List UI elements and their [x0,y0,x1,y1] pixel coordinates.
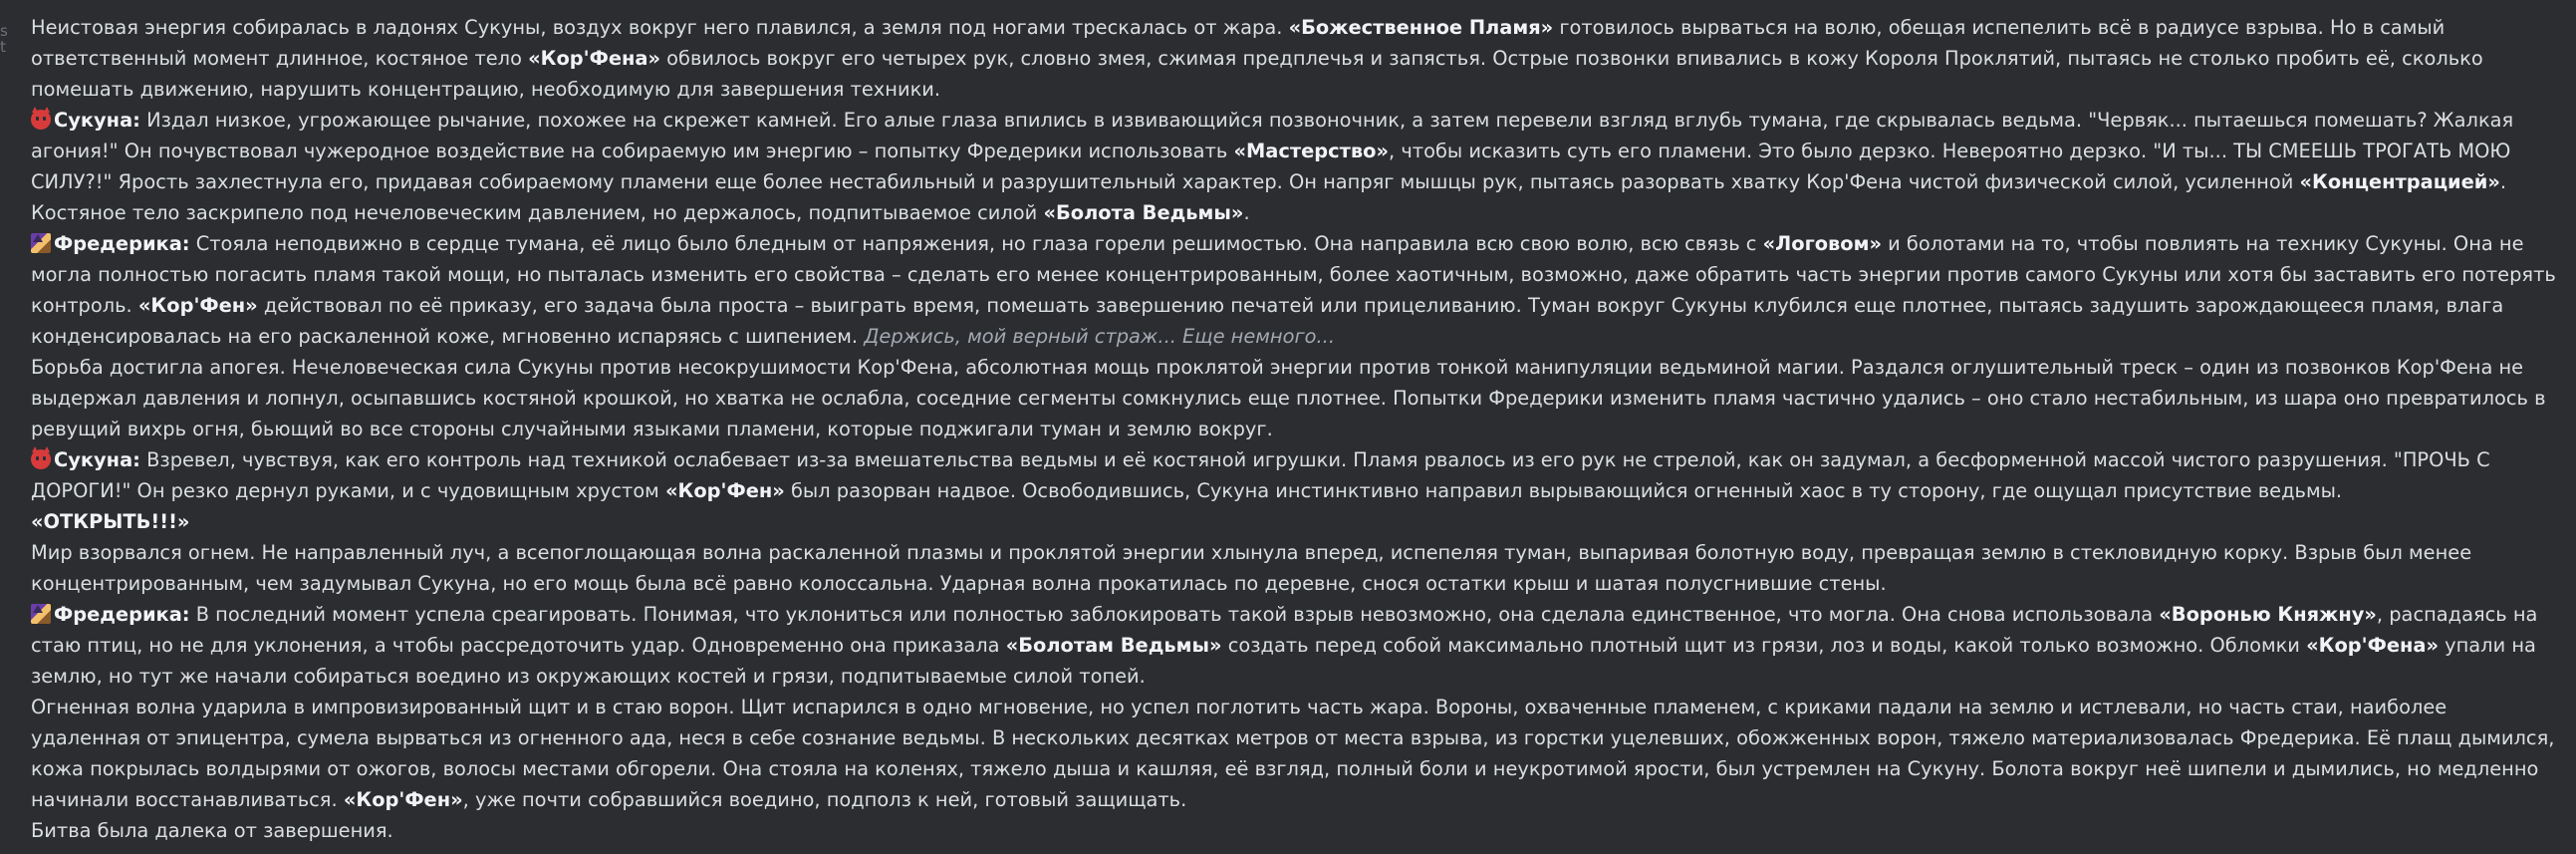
text-run: Взревел, чувствуя, как его контроль над техникой ослабевает из-за вмешательства ведьмы и её костяной игрушки. Пламя рвалось из его рук не стрелой, как он задумал, а бесформенной массой чистого разрушения. "ПРОЧЬ С ДОРОГИ!" Он резко дернул руками, и с чудовищным хрустом [31,448,2490,502]
text-run: . Костяное тело заскрипело под нечеловеческим давлением, но держалось, подпитываемое силой [31,170,2507,224]
speaker-name: Фредерика: [54,232,190,255]
story-paragraph [31,692,2556,815]
italic-thought: Держись, мой верный страж... Еще немного... [864,325,1335,348]
story-paragraph [31,444,2556,506]
story-paragraph [31,105,2556,228]
text-run: Огненная волна ударила в импровизированный щит и в стаю ворон. Щит испарился в одно мгновение, но успел поглотить часть жара. Вороны, охваченные пламенем, с криками падали на землю и истлевали, но часть стаи, наиболее удаленная от эпицентра, сумела вырваться из огненного ада, неся в себе сознание ведьмы. В нескольких десятках метров от места взрыва, из горстки уцелевших, обожженных ворон, тяжело материализовалась Фредерика. Её плащ дымился, кожа покрылась волдырями от ожогов, волосы местами обгорели. Она стояла на коленях, тяжело дыша и кашляя, её взгляд, полный боли и неукротимой ярости, был устремлен на Сукуну. Болота вокруг неё шипели и дымились, но медленно начинали восстанавливаться. [31,696,2555,811]
bold-term: «Кор'Фен» [137,294,258,317]
text-run: В последний момент успела среагировать. Понимая, что уклониться или полностью заблокировать такой взрыв невозможно, она сделала единственное, что могла. Она снова использовала [189,603,2160,626]
text-run: и болотами на то, чтобы повлиять на технику Сукуны. Она не могла полностью погасить пламя такой мощи, но пыталась изменить его свойства – сделать его менее концентрированным, более хаотичным, возможно, даже обратить часть энергии против самого Сукуны или хотя бы заставить его потерять контроль. [31,232,2556,317]
text-run: обвилось вокруг его четырех рук, словно змея, сжимая предплечья и запястья. Острые позвонки впивались в кожу Короля Проклятий, пытаясь не столько пробить её, сколько помешать движению, нарушить концентрацию, необходимую для завершения техники. [31,47,2483,101]
story-paragraph [31,599,2556,692]
text-run: , уже почти собравшийся воедино, подполз к ней, готовый защищать. [462,788,1187,811]
bold-term: «Воронью Княжну» [2159,603,2377,626]
text-run: Битва была далека от завершения. [31,819,393,842]
bold-term: «Кор'Фена» [528,47,661,70]
bold-term: «Концентрацией» [2299,170,2500,193]
text-run: действовал по её приказу, его задача была проста – выиграть время, помешать завершению печатей или прицеливанию. Туман вокруг Сукуны клубился еще плотнее, пытаясь задушить зарождающееся пламя, влага конденсировалась на его раскаленной коже, мгновенно испаряясь с шипением. [31,294,2504,348]
bold-term: «Мастерство» [1233,140,1389,162]
story-paragraph [31,537,2556,599]
text-run: создать перед собой максимально плотный щит из грязи, лоз и воды, какой только возможно. Обломки [1221,634,2307,657]
bold-term: «Кор'Фен» [343,788,463,811]
text-run: готовилось вырваться на волю, обещая испепелить всё в радиусе взрыва. Но в самый ответственный момент длинное, костяное тело [31,16,2446,70]
bold-term: «Божественное Пламя» [1288,16,1554,39]
message-body [31,12,2556,846]
text-run: , распадаясь на стаю птиц, но не для уклонения, а чтобы рассредоточить удар. Одновременно она приказала [31,603,2538,657]
text-run: Борьба достигла апогея. Нечеловеческая сила Сукуны против несокрушимости Кор'Фена, абсолютная мощь проклятой энергии против тонкой манипуляции ведьминой магии. Раздался оглушительный треск – один из позвонков Кор'Фена не выдержал давления и лопнул, осыпавшись костяной крошкой, но хватка не ослабла, соседние сегменты сомкнулись еще плотнее. Попытки Фредерики изменить пламя частично удались – оно стало нестабильным, из шара оно превратилось в ревущий вихрь огня, бьющий во все стороны случайными языками пламени, которые поджигали туман и землю вокруг. [31,356,2546,440]
bold-term: «ОТКРЫТЬ!!!» [31,510,190,533]
bold-term: «Кор'Фен» [664,479,785,502]
bold-term: «Болотам Ведьмы» [1005,634,1222,657]
gutter-glyph-s: s [0,22,8,40]
witch-emoji-icon [31,604,51,624]
text-run: упали на землю, но тут же начали собираться воедино из окружающих костей и грязи, подпитываемые силой топей. [31,634,2536,688]
devil-emoji-icon [31,110,51,130]
text-run: Издал низкое, угрожающее рычание, похожее на скрежет камней. Его алые глаза впились в извивающийся позвоночник, а затем перевели взгляд вглубь тумана, где скрывалась ведьма. "Червяк... пытаешься помешать? Жалкая агония!" Он почувствовал чужеродное воздействие на собираемую им энергию – попытку Фредерики использовать [31,109,2514,162]
text-run: Неистовая энергия собиралась в ладонях Сукуны, воздух вокруг него плавился, а земля под ногами трескалась от жара. [31,16,1289,39]
speaker-name: Сукуна: [54,109,140,132]
story-paragraph [31,228,2556,352]
text-run: . [1243,201,1250,224]
bold-term: «Кор'Фена» [2306,634,2439,657]
text-run: Стояла неподвижно в сердце тумана, её лицо было бледным от напряжения, но глаза горели решимостью. Она направила всю свою волю, всю связь с [189,232,1763,255]
story-paragraph [31,12,2556,105]
speaker-name: Сукуна: [54,448,140,471]
gutter-glyph-t: t [0,38,6,56]
story-paragraph [31,352,2556,444]
witch-emoji-icon [31,233,51,253]
bold-term: «Болота Ведьмы» [1043,201,1244,224]
story-paragraph [31,506,2556,537]
bold-term: «Логовом» [1762,232,1882,255]
story-paragraph [31,815,2556,846]
text-run: был разорван надвое. Освободившись, Сукуна инстинктивно направил вырывающийся огненный хаос в ту сторону, где ощущал присутствие ведьмы. [784,479,2343,502]
text-run: Мир взорвался огнем. Не направленный луч, а всепоглощающая волна раскаленной плазмы и проклятой энергии хлынула вперед, испепеляя туман, выпаривая болотную воду, превращая землю в стекловидную корку. Взрыв был менее концентрированным, чем задумывал Сукуна, но его мощь была всё равно колоссальна. Ударная волна прокатилась по деревне, снося остатки крыш и шатая полусгнившие стены. [31,541,2472,595]
speaker-name: Фредерика: [54,603,190,626]
devil-emoji-icon [31,449,51,469]
text-run: , чтобы исказить суть его пламени. Это было дерзко. Невероятно дерзко. "И ты... ТЫ СМЕЕШЬ ТРОГАТЬ МОЮ СИЛУ?!" Ярость захлестнула его, придавая собираемому пламени еще более нестабильный и разрушительный характер. Он напряг мышцы рук, пытаясь разорвать хватку Кор'Фена чистой физической силой, усиленной [31,140,2511,193]
